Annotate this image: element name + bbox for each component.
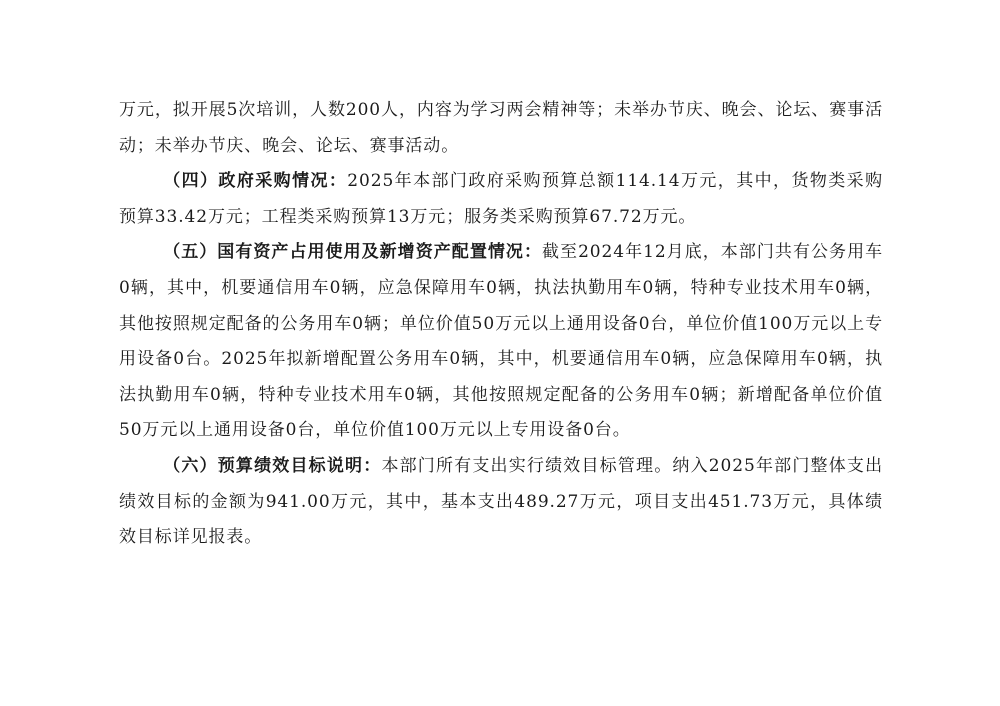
section-heading-state-assets: （五）国有资产占用使用及新增资产配置情况：: [163, 242, 542, 263]
paragraph-performance-targets: [119, 449, 883, 556]
section-heading-government-procurement: （四）政府采购情况：: [163, 171, 348, 192]
document-body: [119, 93, 883, 556]
paragraph-text: 2025年本部门政府采购预算总额114.14万元，其中，货物类采购预算33.42万元；工程类采购预算13万元；服务类采购预算67.72万元。: [119, 171, 883, 227]
paragraph-text: 万元，拟开展5次培训，人数200人，内容为学习两会精神等；未举办节庆、晚会、论坛、赛事活动；未举办节庆、晚会、论坛、赛事活动。: [119, 100, 883, 156]
paragraph-state-assets: [119, 235, 883, 449]
paragraph-training-continuation: [119, 93, 883, 164]
paragraph-government-procurement: [119, 164, 883, 235]
paragraph-text: 本部门所有支出实行绩效目标管理。纳入2025年部门整体支出绩效目标的金额为941.00万元，其中，基本支出489.27万元，项目支出451.73万元，具体绩效目标详见报表。: [119, 455, 883, 548]
paragraph-text: 截至2024年12月底，本部门共有公务用车0辆，其中，机要通信用车0辆，应急保障用车0辆，执法执勤用车0辆，特种专业技术用车0辆，其他按照规定配备的公务用车0辆；单位价值50万元以上通用设备0台，单位价值100万元以上专用设备0台。2025年拟新增配置公务用车0辆，其中，机要通信用车0辆，应急保障用车0辆，执法执勤用车0辆，特种专业技术用车0辆，其他按照规定配备的公务用车0辆；新增配备单位价值50万元以上通用设备0台，单位价值100万元以上专用设备0台。: [119, 242, 884, 441]
section-heading-performance-targets: （六）预算绩效目标说明：: [163, 455, 382, 476]
